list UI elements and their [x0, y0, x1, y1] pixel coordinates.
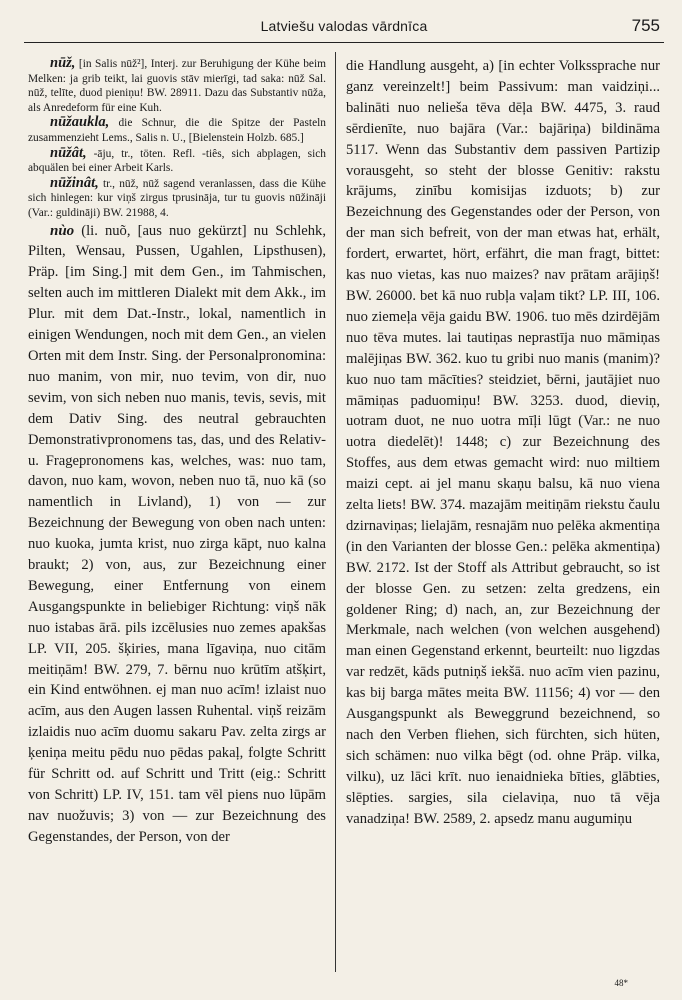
- entry-text: die Schnur, die die Spitze der Pasteln zusammenzieht Lems., Salis n. U., [Bielenstein Holzb. 685.]: [28, 117, 326, 144]
- entry-headword: nūž,: [50, 56, 76, 71]
- entry-headword: nùo: [50, 222, 75, 239]
- dictionary-entry: [28, 56, 326, 115]
- page-header: [24, 12, 664, 43]
- entry-text: tr., nūž, nūž sagend veranlassen, dass die Kühe sich hinlegen: kur viņš zirgus tprusināja, tur tu guovis nūžināji (Var.: guldināji) BW. 21988, 4.: [28, 177, 326, 219]
- entry-text: [in Salis nūž²], Interj. zur Beruhigung der Kühe beim Melken: ja grib teikt, lai guovis stāv mierīgi, tad saka: nūž Sal. nūž, telīte, duod pieniņu! BW. 28911. Dazu das Substantiv nūža, als Anredeform für eine Kuh.: [28, 58, 326, 114]
- page-number: 755: [631, 16, 660, 35]
- dictionary-entry: [28, 176, 326, 221]
- dictionary-entry-main: [28, 221, 326, 848]
- running-title: Latviešu valodas vārdnīca: [260, 18, 428, 34]
- entry-text: -āju, tr., töten. Refl. -tiês, sich abplagen, sich abquälen bei einer Arbeit Karls.: [28, 147, 326, 175]
- entry-headword: nūžinât,: [50, 174, 99, 191]
- entry-headword: nūžaukla,: [50, 114, 110, 131]
- printer-signature: 48*: [614, 978, 628, 988]
- dictionary-page: [24, 12, 664, 992]
- dictionary-entry: [28, 146, 326, 176]
- dictionary-entry: [28, 115, 326, 145]
- column-divider: [335, 52, 336, 972]
- entry-headword: nūžât,: [50, 144, 87, 161]
- entry-continuation: die Handlung ausgeht, a) [in echter Volkssprache nur ganz vereinzelt!] beim Passivum: man vaidziņi... balināti nuo nelieša tēva dēļa BW. 4475, 3. raud sērdienīte, nuo bajāra (Var.: bajāriņa) bildināma 5117. Wenn das Substantiv dem passiven Partizip vorausgeht, so steht der blosse Genitiv: rakstu krājums, zinību komisijas izduots; b) zur Bezeichnung des Gegenstandes oder der Person, von der man sich befreit, von der man etwas hat, erhält, fordert, erwartet, hört, erfährt, die man fragt, bittet: kas nuo vietas, kas nuo maizes? nav prātam arājiņš! BW. 26000. bet kā nuo rubļa vaļam tikt? LP. III, 106. nuo ziemeļa vēja gaidu BW. 1906. tuo mēs dzirdējām nuo tēva mutes. lai tautiņas neprastīja nuo māmiņas malējiņas BW. 362. kuo tu gribi nuo manis (manim)? kuo nuo tam mācīties? steidziet, bērni, jautājiet nuo māmiņas paduomiņu! BW. 3253. duod, dieviņ, uotram duot, ne nuo uotra mīļi lūgt (Var.: ne nuo uotra diedelēt)! 1448; c) zur Bezeichnung des Stoffes, aus dem etwas gemacht wird: nuo miltiem maizi cept. ai jel manu skaņu balsu, kā nuo viena zelta liets! BW. 374. mazajām meitiņām riekstu čaulu dzirnaviņas; lielajām, resnajām nuo pelēka akmentiņa (in den Varianten der blosse Gen.: pelēka akmentiņa) BW. 2172. Ist der Stoff als Attribut gebraucht, so ist der blosse Gen. zu setzen: zelta gredzens, ein goldener Ring; d) nach, an, zur Bezeichnung der Merkmale, nach welchen (von welchen ausgehend) man einen Gegenstand erkennt, beurteilt: nuo ligzdas var redzēt, kāds putniņš iekšā. nuo acīm vien pazinu, kas bij barga mātes meita BW. 11156; 4) vor — den Ausgangspunkt als Beweggrund bezeichnend, so nach den Verben fliehen, sich fürchten, sich hüten, sich schämen: nuo vilka bēgt (od. ohne Präp. vilka, vilku), uz lāci krīt. nuo ienaidnieka bīties, glābties, slēpties. sargies, sila cielaviņa, nuo tā vēja vanadziņa! BW. 2589, 2. apsedz manu augumiņu: [346, 58, 660, 827]
- left-column: [28, 56, 326, 976]
- entry-text: (li. nuõ, [aus nuo gekürzt] nu Schlehk, Pilten, Wensau, Pussen, Ugahlen, Lipsthusen), Präp. [im Sing.] mit dem Gen., im Tahmischen, selten auch im mittleren Dialekt mit dem Akk., im Plur. mit dem Dat.-Instr., lokal, namentlich in einigen Wendungen, noch mit dem Gen., an vielen Orten mit dem Instr. Sing. der Personalpronomina: nuo manim, von mir, nuo tevim, von dir, nuo sevim, von sich neben nuo manis, tevis, sevis, mit dem Dativ Sing. des neutral gebrauchten Demonstrativpronomens tas, das, und des Relativ- u. Fragepronomens kas, welches, was: nuo tam, davon, nuo kam, wovon, neben nuo tā, nuo kā (so namentlich in Livland), 1) von — zur Bezeichnung der Bewegung von oben nach unten: nuo kuoka, jumta krist, nuo zirga kāpt, nuo kalna braukt; 2) von, aus, zur Bezeichnung einer Bewegung, einer Entfernung von einem Ausgangspunkte in beliebiger Richtung: viņš nāk nuo istabas ārā. pils izcēlusies nuo zemes apakšas LP. VII, 205. šķiries, mana līgaviņa, nuo citām meitiņām! BW. 279, 7. bērnu nuo krūtīm atšķirt, ein Kind entwöhnen. ej man nuo acīm! izlaist nuo acīm, aus den Augen lassen Ruhental. viņš reizām izlaidis nuo acīm duomu sakaru Pav. zelta zirgs ar ķeniņa meitu pēdu nuo pēdas pakaļ, folgte Schritt für Schritt od. auf Schritt und Tritt (eig.: Schritt von Schritt) LP. IV, 151. tam vēl piens nuo lūpām nav nuožuvis; 3) von — zur Bezeichnung des Gegenstandes, der Person, von der: [28, 222, 326, 845]
- right-column: [346, 56, 660, 976]
